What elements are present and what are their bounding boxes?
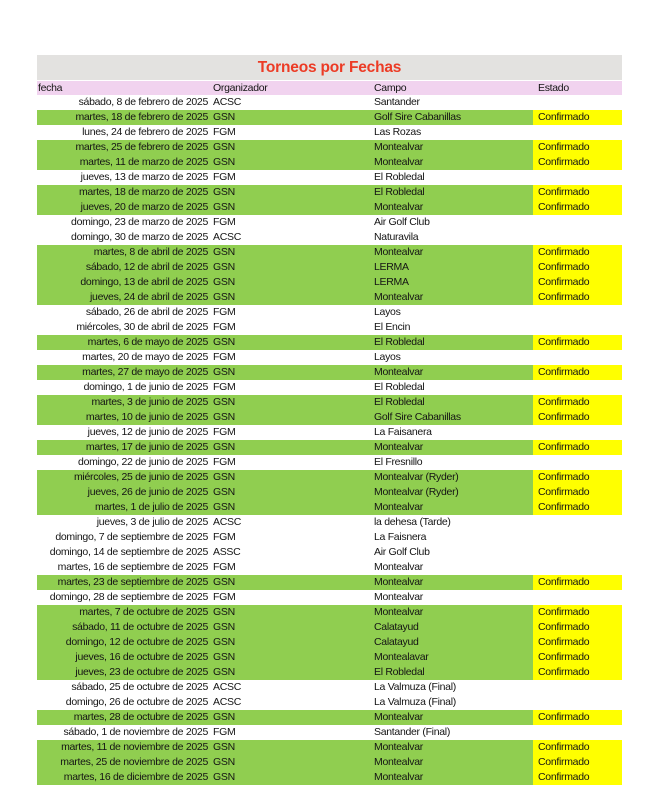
cell-organizador: GSN xyxy=(213,186,235,199)
cell-organizador: ACSC xyxy=(213,696,241,709)
cell-organizador: GSN xyxy=(213,291,235,304)
cell-fecha: domingo, 13 de abril de 2025 xyxy=(80,276,208,289)
cell-fecha: sábado, 25 de octubre de 2025 xyxy=(71,681,208,694)
table-row xyxy=(37,350,622,365)
cell-organizador: FGM xyxy=(213,561,236,574)
cell-campo: LERMA xyxy=(374,261,409,274)
table-row xyxy=(37,620,622,635)
cell-estado: Confirmado xyxy=(533,275,622,290)
cell-estado: Confirmado xyxy=(533,155,622,170)
table-row xyxy=(37,455,622,470)
page-title: Torneos por Fechas xyxy=(257,58,402,76)
cell-organizador: FGM xyxy=(213,306,236,319)
cell-organizador: FGM xyxy=(213,321,236,334)
cell-fecha: jueves, 3 de julio de 2025 xyxy=(96,516,208,529)
cell-campo: Montealvar xyxy=(374,291,423,304)
cell-estado: Confirmado xyxy=(533,650,622,665)
table-row xyxy=(37,560,622,575)
cell-fecha: domingo, 7 de septiembre de 2025 xyxy=(55,531,208,544)
table-row xyxy=(37,155,622,170)
cell-estado: Confirmado xyxy=(533,575,622,590)
cell-organizador: GSN xyxy=(213,666,235,679)
cell-organizador: GSN xyxy=(213,336,235,349)
table-row xyxy=(37,725,622,740)
cell-estado: Confirmado xyxy=(533,440,622,455)
cell-estado: Confirmado xyxy=(533,245,622,260)
table-row xyxy=(37,500,622,515)
table-row xyxy=(37,635,622,650)
cell-campo: Layos xyxy=(374,306,401,319)
cell-campo: Calatayud xyxy=(374,636,419,649)
cell-estado xyxy=(533,695,622,710)
cell-fecha: domingo, 12 de octubre de 2025 xyxy=(65,636,208,649)
cell-fecha: lunes, 24 de febrero de 2025 xyxy=(82,126,208,139)
cell-organizador: GSN xyxy=(213,411,235,424)
cell-campo: Calatayud xyxy=(374,621,419,634)
cell-organizador: GSN xyxy=(213,651,235,664)
cell-fecha: sábado, 8 de febrero de 2025 xyxy=(78,96,208,109)
table-row xyxy=(37,770,622,785)
cell-fecha: martes, 27 de mayo de 2025 xyxy=(82,366,208,379)
cell-estado xyxy=(533,320,622,335)
cell-campo: Montealvar xyxy=(374,201,423,214)
cell-campo: Montealvar (Ryder) xyxy=(374,486,459,499)
cell-fecha: martes, 18 de febrero de 2025 xyxy=(75,111,208,124)
cell-organizador: GSN xyxy=(213,711,235,724)
cell-campo: Montealvar xyxy=(374,711,423,724)
cell-estado: Confirmado xyxy=(533,290,622,305)
cell-estado: Confirmado xyxy=(533,740,622,755)
cell-fecha: martes, 7 de octubre de 2025 xyxy=(79,606,208,619)
column-header-campo: Campo xyxy=(374,81,407,94)
cell-estado: Confirmado xyxy=(533,140,622,155)
cell-organizador: GSN xyxy=(213,366,235,379)
cell-fecha: sábado, 26 de abril de 2025 xyxy=(85,306,208,319)
cell-estado xyxy=(533,305,622,320)
cell-fecha: martes, 17 de junio de 2025 xyxy=(85,441,208,454)
cell-estado: Confirmado xyxy=(533,200,622,215)
cell-campo: Montealvar xyxy=(374,591,423,604)
cell-fecha: jueves, 12 de junio de 2025 xyxy=(87,426,208,439)
table-row xyxy=(37,530,622,545)
cell-campo: Montealavar xyxy=(374,651,429,664)
table-row xyxy=(37,665,622,680)
cell-campo: Air Golf Club xyxy=(374,216,430,229)
table-row xyxy=(37,125,622,140)
cell-organizador: FGM xyxy=(213,171,236,184)
cell-organizador: GSN xyxy=(213,621,235,634)
table-body xyxy=(37,95,622,785)
cell-organizador: ASSC xyxy=(213,546,241,559)
cell-campo: Montealvar xyxy=(374,606,423,619)
cell-campo: Montealvar xyxy=(374,156,423,169)
cell-campo: Montealvar xyxy=(374,441,423,454)
table-row xyxy=(37,290,622,305)
cell-fecha: martes, 11 de marzo de 2025 xyxy=(79,156,208,169)
tournaments-by-date-table xyxy=(37,55,622,785)
cell-campo: Montealvar xyxy=(374,771,423,784)
cell-fecha: jueves, 24 de abril de 2025 xyxy=(90,291,208,304)
cell-organizador: GSN xyxy=(213,246,235,259)
cell-fecha: martes, 28 de octubre de 2025 xyxy=(73,711,208,724)
cell-organizador: GSN xyxy=(213,501,235,514)
cell-fecha: martes, 16 de septiembre de 2025 xyxy=(57,561,208,574)
table-row xyxy=(37,695,622,710)
cell-fecha: martes, 23 de septiembre de 2025 xyxy=(57,576,208,589)
cell-estado xyxy=(533,230,622,245)
table-row xyxy=(37,95,622,110)
cell-organizador: FGM xyxy=(213,726,236,739)
table-row xyxy=(37,575,622,590)
cell-organizador: GSN xyxy=(213,576,235,589)
cell-fecha: domingo, 22 de junio de 2025 xyxy=(78,456,208,469)
cell-campo: Naturavila xyxy=(374,231,419,244)
cell-fecha: jueves, 16 de octubre de 2025 xyxy=(75,651,208,664)
cell-organizador: ACSC xyxy=(213,516,241,529)
table-row xyxy=(37,545,622,560)
cell-estado: Confirmado xyxy=(533,770,622,785)
cell-estado: Confirmado xyxy=(533,470,622,485)
cell-estado xyxy=(533,590,622,605)
cell-organizador: GSN xyxy=(213,396,235,409)
cell-fecha: martes, 16 de diciembre de 2025 xyxy=(63,771,208,784)
column-header-estado: Estado xyxy=(538,81,569,94)
cell-organizador: FGM xyxy=(213,126,236,139)
cell-campo: Montealvar xyxy=(374,756,423,769)
cell-fecha: domingo, 26 de octubre de 2025 xyxy=(65,696,208,709)
cell-estado: Confirmado xyxy=(533,110,622,125)
table-row xyxy=(37,140,622,155)
cell-campo: El Robledal xyxy=(374,396,425,409)
cell-estado xyxy=(533,425,622,440)
cell-estado xyxy=(533,545,622,560)
table-row xyxy=(37,335,622,350)
table-row xyxy=(37,215,622,230)
cell-fecha: martes, 10 de junio de 2025 xyxy=(85,411,208,424)
cell-campo: Las Rozas xyxy=(374,126,421,139)
table-row xyxy=(37,710,622,725)
table-row xyxy=(37,485,622,500)
cell-campo: El Robledal xyxy=(374,171,425,184)
cell-estado xyxy=(533,380,622,395)
cell-estado xyxy=(533,455,622,470)
cell-campo: Golf Sire Cabanillas xyxy=(374,111,461,124)
cell-estado: Confirmado xyxy=(533,755,622,770)
cell-organizador: GSN xyxy=(213,771,235,784)
cell-organizador: ACSC xyxy=(213,96,241,109)
cell-estado xyxy=(533,125,622,140)
table-row xyxy=(37,395,622,410)
cell-estado: Confirmado xyxy=(533,365,622,380)
cell-campo: La Faisnera xyxy=(374,531,427,544)
table-row xyxy=(37,470,622,485)
cell-fecha: martes, 1 de julio de 2025 xyxy=(94,501,208,514)
cell-campo: La Faisanera xyxy=(374,426,432,439)
cell-estado: Confirmado xyxy=(533,335,622,350)
cell-estado xyxy=(533,530,622,545)
cell-organizador: FGM xyxy=(213,426,236,439)
table-row xyxy=(37,365,622,380)
cell-campo: Montealvar (Ryder) xyxy=(374,471,459,484)
cell-campo: Montealvar xyxy=(374,561,423,574)
table-header-row xyxy=(37,81,622,95)
cell-organizador: GSN xyxy=(213,741,235,754)
cell-campo: LERMA xyxy=(374,276,409,289)
cell-organizador: FGM xyxy=(213,351,236,364)
cell-campo: Montealvar xyxy=(374,576,423,589)
cell-fecha: jueves, 13 de marzo de 2025 xyxy=(80,171,208,184)
cell-fecha: domingo, 30 de marzo de 2025 xyxy=(71,231,208,244)
cell-organizador: FGM xyxy=(213,216,236,229)
table-row xyxy=(37,650,622,665)
table-row xyxy=(37,680,622,695)
cell-organizador: GSN xyxy=(213,261,235,274)
cell-campo: Santander xyxy=(374,96,420,109)
cell-organizador: GSN xyxy=(213,636,235,649)
column-header-organizador: Organizador xyxy=(213,81,268,94)
cell-fecha: miércoles, 25 de junio de 2025 xyxy=(73,471,208,484)
cell-organizador: GSN xyxy=(213,441,235,454)
cell-organizador: GSN xyxy=(213,201,235,214)
cell-estado: Confirmado xyxy=(533,395,622,410)
cell-estado xyxy=(533,215,622,230)
cell-fecha: domingo, 23 de marzo de 2025 xyxy=(71,216,208,229)
cell-estado: Confirmado xyxy=(533,605,622,620)
cell-fecha: martes, 3 de junio de 2025 xyxy=(91,396,208,409)
cell-campo: El Robledal xyxy=(374,336,425,349)
cell-campo: Layos xyxy=(374,351,401,364)
cell-fecha: martes, 11 de noviembre de 2025 xyxy=(61,741,208,754)
cell-fecha: jueves, 20 de marzo de 2025 xyxy=(80,201,208,214)
cell-fecha: sábado, 11 de octubre de 2025 xyxy=(72,621,208,634)
table-row xyxy=(37,590,622,605)
table-row xyxy=(37,320,622,335)
cell-estado: Confirmado xyxy=(533,635,622,650)
cell-organizador: GSN xyxy=(213,156,235,169)
table-row xyxy=(37,440,622,455)
cell-estado xyxy=(533,560,622,575)
cell-organizador: GSN xyxy=(213,276,235,289)
cell-organizador: GSN xyxy=(213,471,235,484)
cell-campo: La Valmuza (Final) xyxy=(374,696,456,709)
cell-fecha: martes, 20 de mayo de 2025 xyxy=(82,351,208,364)
cell-fecha: martes, 6 de mayo de 2025 xyxy=(87,336,208,349)
cell-estado: Confirmado xyxy=(533,500,622,515)
table-title-bar xyxy=(37,55,622,80)
table-row xyxy=(37,740,622,755)
table-row xyxy=(37,515,622,530)
cell-estado xyxy=(533,515,622,530)
cell-campo: La Valmuza (Final) xyxy=(374,681,456,694)
cell-fecha: martes, 25 de febrero de 2025 xyxy=(75,141,208,154)
table-row xyxy=(37,755,622,770)
cell-fecha: miércoles, 30 de abril de 2025 xyxy=(76,321,208,334)
cell-estado: Confirmado xyxy=(533,185,622,200)
table-row xyxy=(37,185,622,200)
cell-estado xyxy=(533,95,622,110)
table-row xyxy=(37,245,622,260)
cell-campo: la dehesa (Tarde) xyxy=(374,516,451,529)
cell-estado: Confirmado xyxy=(533,410,622,425)
cell-campo: El Robledal xyxy=(374,186,425,199)
table-row xyxy=(37,230,622,245)
cell-organizador: FGM xyxy=(213,381,236,394)
column-header-fecha: fecha xyxy=(38,81,63,94)
cell-organizador: ACSC xyxy=(213,681,241,694)
table-row xyxy=(37,200,622,215)
cell-fecha: martes, 18 de marzo de 2025 xyxy=(78,186,208,199)
cell-organizador: GSN xyxy=(213,486,235,499)
cell-organizador: GSN xyxy=(213,111,235,124)
cell-campo: Montealvar xyxy=(374,366,423,379)
table-row xyxy=(37,275,622,290)
cell-estado: Confirmado xyxy=(533,620,622,635)
cell-campo: El Robledal xyxy=(374,381,425,394)
table-row xyxy=(37,605,622,620)
table-row xyxy=(37,170,622,185)
cell-fecha: martes, 8 de abril de 2025 xyxy=(93,246,208,259)
cell-campo: El Robledal xyxy=(374,666,425,679)
cell-campo: El Encin xyxy=(374,321,411,334)
cell-estado: Confirmado xyxy=(533,665,622,680)
cell-campo: Montealvar xyxy=(374,246,423,259)
cell-fecha: martes, 25 de noviembre de 2025 xyxy=(60,756,208,769)
cell-estado: Confirmado xyxy=(533,485,622,500)
cell-campo: El Fresnillo xyxy=(374,456,423,469)
cell-campo: Air Golf Club xyxy=(374,546,430,559)
cell-estado: Confirmado xyxy=(533,710,622,725)
cell-estado: Confirmado xyxy=(533,260,622,275)
cell-fecha: sábado, 12 de abril de 2025 xyxy=(85,261,208,274)
cell-estado xyxy=(533,725,622,740)
cell-organizador: FGM xyxy=(213,591,236,604)
cell-fecha: sábado, 1 de noviembre de 2025 xyxy=(63,726,208,739)
cell-campo: Montealvar xyxy=(374,501,423,514)
cell-fecha: jueves, 23 de octubre de 2025 xyxy=(75,666,208,679)
table-row xyxy=(37,110,622,125)
cell-organizador: ACSC xyxy=(213,231,241,244)
cell-organizador: GSN xyxy=(213,756,235,769)
table-row xyxy=(37,260,622,275)
table-row xyxy=(37,410,622,425)
cell-fecha: domingo, 1 de junio de 2025 xyxy=(83,381,208,394)
cell-campo: Santander (Final) xyxy=(374,726,451,739)
table-row xyxy=(37,380,622,395)
cell-estado xyxy=(533,680,622,695)
cell-fecha: jueves, 26 de junio de 2025 xyxy=(87,486,208,499)
cell-campo: Montealvar xyxy=(374,741,423,754)
cell-campo: Montealvar xyxy=(374,141,423,154)
cell-campo: Golf Sire Cabanillas xyxy=(374,411,461,424)
table-row xyxy=(37,305,622,320)
cell-estado xyxy=(533,350,622,365)
cell-fecha: domingo, 14 de septiembre de 2025 xyxy=(49,546,208,559)
cell-organizador: GSN xyxy=(213,606,235,619)
cell-organizador: FGM xyxy=(213,456,236,469)
table-row xyxy=(37,425,622,440)
cell-estado xyxy=(533,170,622,185)
cell-organizador: GSN xyxy=(213,141,235,154)
cell-organizador: FGM xyxy=(213,531,236,544)
cell-fecha: domingo, 28 de septiembre de 2025 xyxy=(49,591,208,604)
